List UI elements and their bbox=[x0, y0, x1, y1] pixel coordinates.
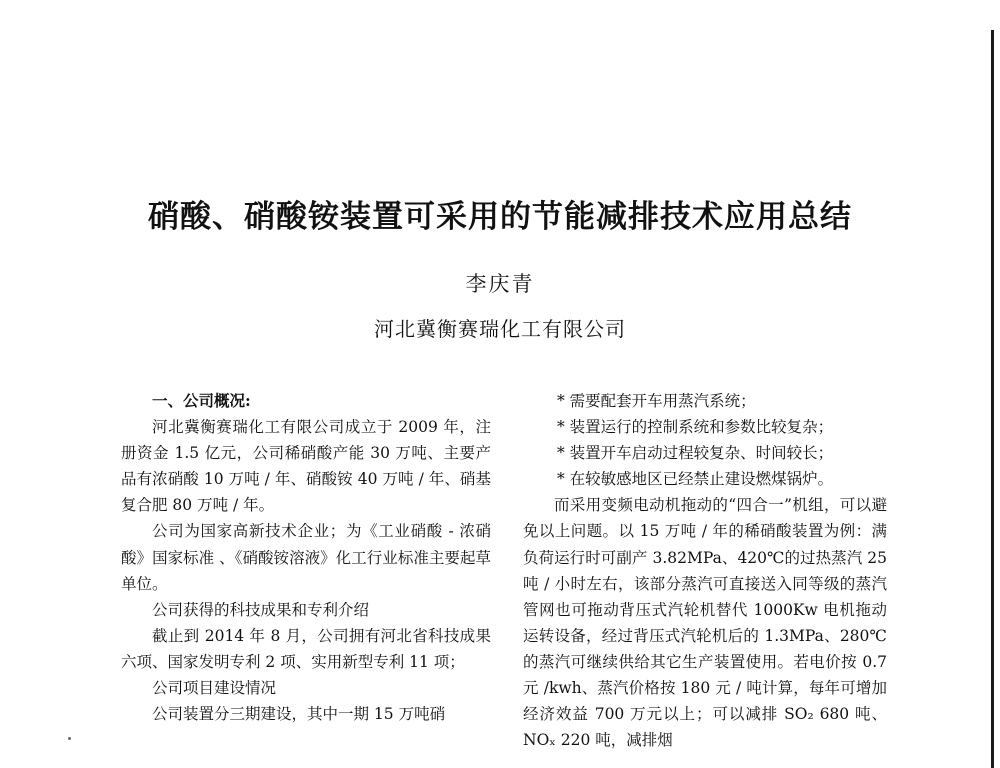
paragraph: 公司获得的科技成果和专利介绍 bbox=[152, 600, 370, 619]
scan-speck bbox=[68, 737, 71, 740]
page-edge-rule bbox=[991, 30, 994, 768]
paragraph: 截止到 2014 年 8 月，公司拥有河北省科技成果六项、国家发明专利 2 项、实用新型专利 11 项； bbox=[121, 626, 491, 671]
right-column bbox=[523, 388, 887, 753]
author-affiliation: 河北冀衡赛瑞化工有限公司 bbox=[374, 317, 626, 341]
left-column bbox=[121, 388, 491, 727]
bullet-item: * 需要配套开车用蒸汽系统； bbox=[557, 392, 756, 410]
bullet-item: * 装置开车启动过程较复杂、时间较长； bbox=[557, 444, 834, 463]
paragraph: 公司项目建设情况 bbox=[152, 679, 277, 698]
author-name: 李庆青 bbox=[465, 272, 535, 296]
paragraph: 公司为国家高新技术企业；为《工业硝酸 - 浓硝酸》国家标准 、《硝酸铵溶液》化工行业标准主要起草单位。 bbox=[121, 522, 491, 593]
section-heading: 一、公司概况: bbox=[152, 391, 251, 410]
bullet-item: * 装置运行的控制系统和参数比较复杂； bbox=[557, 418, 834, 437]
paragraph: 公司装置分三期建设，其中一期 15 万吨硝 bbox=[152, 705, 446, 724]
paper-title: 硝酸、硝酸铵装置可采用的节能减排技术应用总结 bbox=[148, 199, 852, 235]
paragraph: 河北冀衡赛瑞化工有限公司成立于 2009 年，注册资金 1.5 亿元，公司稀硝酸产能 30 万吨、主要产品有浓硝酸 10 万吨 / 年、硝酸铵 40 万吨 / 年、硝基复合肥 80 万吨 / 年。 bbox=[121, 418, 491, 515]
bullet-item: * 在较敏感地区已经禁止建设燃煤锅炉。 bbox=[557, 470, 834, 489]
paragraph: 而采用变频电动机拖动的“四合一”机组，可以避免以上问题。以 15 万吨 / 年的稀硝酸装置为例：满负荷运行时可副产 3.82MPa、420℃的过热蒸汽 25 吨 / 小时左右，该部分蒸汽可直接送入同等级的蒸汽管网也可拖动背压式汽轮机替代 1000Kw 电机拖动运转设备，经过背压式汽轮机后的 1.3MPa、280℃的蒸汽可继续供给其它生产装置使用。若电价按 0.7 元 /kwh、蒸汽价格按 180 元 / 吨计算，每年可增加经济效益 700 万元以上；可以减排 SO₂ 680 吨、NOₓ 220 吨，减排烟 bbox=[523, 496, 887, 750]
